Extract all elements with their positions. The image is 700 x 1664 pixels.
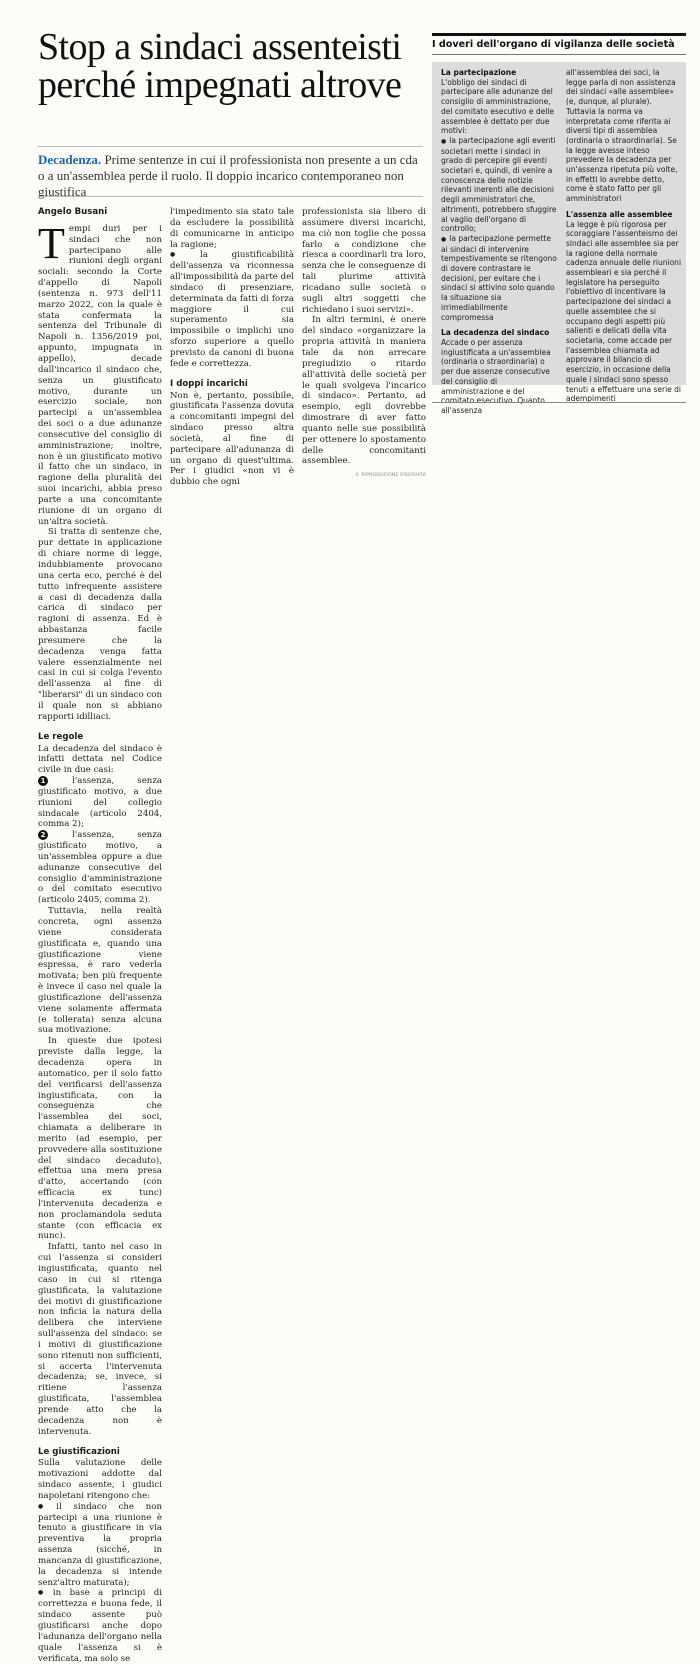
item-text: l'assenza, senza giustificato motivo, a due riunioni del collegio sindacale (articolo 2404, comma 2); [38,776,162,830]
sidebar-text: Accade o per assenza ingiustificata a un'assemblea (ordinaria o straordinaria) o per due assenze consecutive del consiglio di amministrazione e del comitato esecutivo. Quanto all'assenza [441,337,551,415]
section-heading-giustificazioni: Le giustificazioni [38,1446,120,1457]
sidebar-title-divider [432,54,686,55]
sidebar-heading: La partecipazione [441,68,517,77]
paragraph: Infatti, tanto nel caso in cui l'assenza si consideri ingiustificata, quanto nel caso in cui si ritenga giustificata, la valutazione dei motivi di giustificazione non inficia la natura della delibera che interviene sull'assenza del sindaco: se i motivi di giustificazione sono ritenuti non sufficienti, si accerta l'intervenuta decadenza; se, invece, si ritiene l'assenza giustificata, l'assemblea prende atto che la decadenza non è intervenuta. [38,1242,162,1437]
bullet-item: ● in base a principi di correttezza e buona fede, il sindaco assente può giustificarsi anche dopo l'adunanza dell'organo nella quale l'assenza si è verificata, ma solo se [38,1588,162,1664]
item-text: l'assenza, senza giustificato motivo, a un'assemblea oppure a due adunanze consecutive del consiglio d'amministrazione o del comitato esecutivo (articolo 2405, comma 2). [38,830,162,906]
summary-divider [38,196,423,197]
section-heading-regole: Le regole [38,731,84,742]
number-badge: 1 [38,776,48,786]
numbered-item [38,776,162,830]
sidebar-box [432,62,686,415]
article-column-3 [302,207,426,482]
paragraph: La decadenza del sindaco è infatti dettata nel Codice civile in due casi: [38,743,162,776]
number-badge: 2 [38,830,48,840]
paragraph-text: empi duri per i sindaci che non partecipano alle riunioni degli organi sociali: secondo la Corte d'appello di Napoli (sentenza n. 973 dell'11 marzo 2022, con la quale è stata confermata la sentenza del Tribunale di Napoli n. 1356/2019 poi, appunto, impugnata in appello), decade dall'incarico il sindaco che, senza un giustificato motivo, durante un esercizio sociale, non partecipi a un'assemblea dei soci o a due adunanze consecutive del consiglio di amministrazione; inoltre, non è un giustificato motivo il fatto che un sindaco, in ragione della pluralità dei suoi incarichi, abbia preso parte a una concomitante riunione di un organo di un'altra società. [38,223,162,527]
article-column-2 [170,207,294,488]
numbered-item [38,830,162,906]
sidebar-bullet: ● la partecipazione agli eventi societari mette i sindaci in grado di percepire gli eventi societari e, quindi, di venire a conoscenza delle notizie rilevanti inerenti alle decisioni degli amministratori che, altrimenti, potrebbero sfuggire al vaglio dell'organo di controllo; [441,136,557,234]
sidebar-column-left [441,68,557,416]
sidebar-title: I doveri dell'organo di vigilanza delle società [432,39,675,50]
sidebar-bullet: ● la partecipazione permette ai sindaci di intervenire tempestivamente se ritengono di dovere contrastare le decisioni, per evitare che i sindaci si attivino solo quando la situazione sia irrimediabilmente compromessa [441,234,557,322]
copyright-notice: © RIPRODUZIONE RISERVATA [355,473,426,479]
paragraph: Non è, pertanto, possibile, giustificata l'assenza dovuta a concomitanti impegni del sindaco presso altra società, al fine di partecipare all'adunanza di un organo di quest'ultima. Per i giudici «non vi è dubbio che ogni [170,390,294,488]
drop-cap: T [38,218,65,268]
headline-divider [38,146,423,147]
bullet-item: ● il sindaco che non partecipi a una riunione è tenuto a giustificare in via preventiva la propria assenza (sicché, in mancanza di giustificazione, la decadenza si intende senz'altro maturata); [38,1502,162,1589]
sidebar-bottom-rule [432,402,686,403]
sidebar-text: all'assemblea dei soci, la legge parla di non assistenza dei sindaci «alle assemblee» (e, dunque, al plurale). Tuttavia la norma va interpretata come riferita ai diversi tipi di assemblea (ordinaria o straordinaria). Se la legge avesse inteso prevedere la decadenza per un'assenza ripetuta più volte, in effetti lo avrebbe detto, come è stato fatto per gli amministratori [566,68,678,204]
section-heading-doppi-incarichi: I doppi incarichi [170,378,248,389]
paragraph: l'impedimento sia stato tale da escludere la possibilità di comunicarne in anticipo la ragione; [170,207,294,250]
article-column-1 [38,207,162,1664]
sidebar-text: La legge è più rigorosa per scoraggiare l'assenteismo dei sindaci alle assemblee sia per la ragione della normale cadenza annuale delle riunioni assembleari e sia perché il legislatore ha perseguito l'obiettivo di incentivare la partecipazione dei sindaci a quelle assemblee che si occupano degli aspetti più salienti e delicati della vita societaria, come accade per l'assemblea chiamata ad approvare il bilancio di esercizio, in occasione della quale i sindaci sono spesso tenuti a effettuare una serie di adempimenti [566,219,682,404]
paragraph [38,218,162,528]
summary-text: Prime sentenze in cui il professionista non presente a un cda o a un'assemblea perde il ruolo. Il doppio incarico contemporaneo non giustifica [38,152,418,199]
article-headline [38,28,423,104]
sidebar-column-right [566,68,682,404]
headline-line-2: perché impegnati altrove [38,64,402,106]
sidebar-text: L'obbligo dei sindaci di partecipare alle adunanze del consiglio di amministrazione, del comitato esecutivo e delle assemblee è dettato per due motivi: [441,77,554,136]
paragraph: professionista sia libero di assumere diversi incarichi, ma ciò non toglie che possa farlo a condizione che riesca a coordinarli tra loro, senza che le conseguenze di tali plurime attività ricadano sulle società o sugli altri soggetti che richiedano i suoi servizi». [302,207,426,315]
byline: Angelo Busani [38,207,108,217]
paragraph: Sulla valutazione delle motivazioni addotte dal sindaco assente, i giudici napoletani ritengono che: [38,1458,162,1501]
paragraph: Si tratta di sentenze che, pur dettate in applicazione di chiare norme di legge, indubbiamente provocano una certa eco, perché è del tutto infrequente assistere a casi di decadenza dalla carica di sindaco per ragioni di assenza. Ed è abbastanza facile presumere che la decadenza venga fatta valere essenzialmente nei casi in cui si colga l'evento dell'assenza al fine di "liberarsi" di un sindaco con il quale non si abbiano rapporti idilliaci. [38,527,162,722]
sidebar-heading: L'assenza alle assemblee [566,209,673,219]
paragraph: Tuttavia, nella realtà concreta, ogni assenza viene considerata giustificata e, quando una giustificazione viene espressa, è raro vederla motivata; ben più frequente è invece il caso nel quale la giustificazione dell'assenza viene solamente affermata (e tollerata) senza alcuna sua motivazione. [38,906,162,1036]
bullet-item: ● la giustificabilità dell'assenza va riconnessa all'impossibilità da parte del sindaco di presenziare, determinata da fatti di forza maggiore il cui superamento sia impossibile o implichi uno sforzo superiore a quello previsto da canoni di buona fede e correttezza. [170,250,294,369]
paragraph: In queste due ipotesi previste dalla legge, la decadenza opera in automatico, per il solo fatto del verificarsi dell'assenza ingiustificata, con la conseguenza che l'assemblea dei soci, chiamata a deliberare in merito (ad esempio, per provvedere alla sostituzione del sindaco decaduto), effettua una mera presa d'atto, accertando (con efficacia ex tunc) l'intervenuta decadenza e non proclamandola seduta stante (con efficacia ex nunc). [38,1036,162,1242]
headline-line-1: Stop a sindaci assenteisti [38,26,402,68]
summary-kicker: Decadenza. [38,152,102,167]
article-summary [38,152,423,200]
sidebar-heading: La decadenza del sindaco [441,328,550,338]
paragraph: In altri termini, è onere del sindaco «organizzare la propria attività in maniera tale da non arrecare pregiudizio o ritardo all'attività delle società per le quali svolgeva l'incarico di sindaco». Pertanto, ad esempio, egli dovrebbe dimostrare di aver fatto quanto nelle sue possibilità per ottenere lo spostamento delle concomitanti assemblee. [302,315,426,467]
sidebar-top-rule [432,33,686,36]
